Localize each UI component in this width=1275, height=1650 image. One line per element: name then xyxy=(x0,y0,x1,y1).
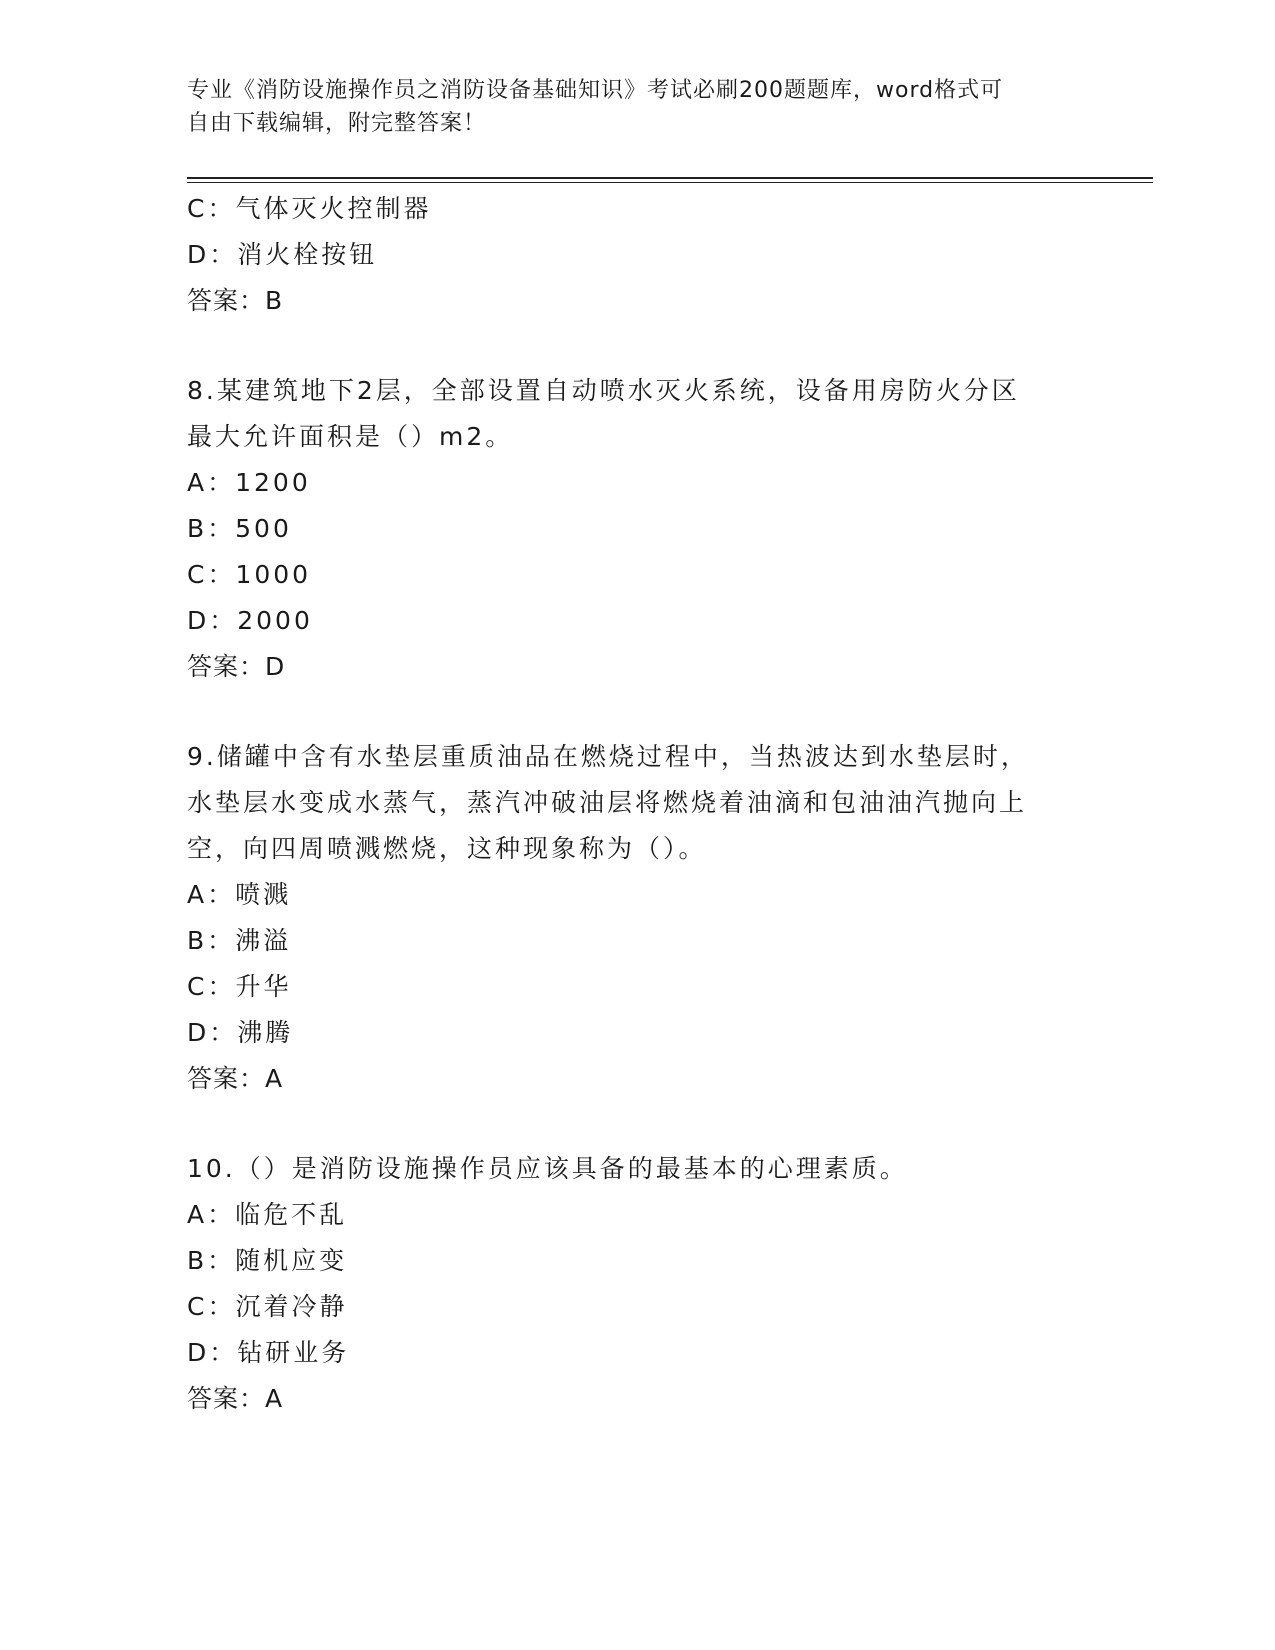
answer: 答案：A xyxy=(187,1064,284,1093)
option-a: A：临危不乱 xyxy=(187,1200,348,1229)
header-divider-thin xyxy=(187,182,1153,183)
option-c: C：沉着冷静 xyxy=(187,1292,348,1321)
question-stem-line: 水垫层水变成水蒸气，蒸汽冲破油层将燃烧着油滴和包油油汽抛向上 xyxy=(187,788,1028,817)
option-c: C：1000 xyxy=(187,560,312,589)
question-10 xyxy=(187,1146,1147,1422)
option-c: C：气体灭火控制器 xyxy=(187,194,432,223)
header-line-1: 专业《消防设施操作员之消防设备基础知识》考试必刷200题题库，word格式可 xyxy=(187,78,1004,103)
header-divider-thick xyxy=(187,177,1153,179)
question-8 xyxy=(187,368,1147,690)
option-b: B：500 xyxy=(187,514,292,543)
option-d: D：钻研业务 xyxy=(187,1338,350,1367)
question-7 xyxy=(187,186,1147,324)
option-b: B：沸溢 xyxy=(187,926,292,955)
option-d: D：2000 xyxy=(187,606,313,635)
answer: 答案：B xyxy=(187,286,284,315)
answer: 答案：D xyxy=(187,652,286,681)
option-d: D：消火栓按钮 xyxy=(187,240,378,269)
question-9 xyxy=(187,734,1147,1102)
option-d: D：沸腾 xyxy=(187,1018,294,1047)
question-stem-line: 8.某建筑地下2层，全部设置自动喷水灭火系统，设备用房防火分区 xyxy=(187,376,1020,405)
option-c: C：升华 xyxy=(187,972,292,1001)
document-header xyxy=(187,74,1067,140)
option-a: A：喷溅 xyxy=(187,880,292,909)
question-stem-line: 空，向四周喷溅燃烧，这种现象称为（）。 xyxy=(187,834,707,863)
question-stem-line: 最大允许面积是（）m2。 xyxy=(187,422,514,451)
header-line-2: 自由下载编辑，附完整答案！ xyxy=(187,111,487,136)
answer: 答案：A xyxy=(187,1384,284,1413)
question-stem-line: 9.储罐中含有水垫层重质油品在燃烧过程中，当热波达到水垫层时， xyxy=(187,742,1029,771)
option-a: A：1200 xyxy=(187,468,311,497)
question-stem-line: 10.（）是消防设施操作员应该具备的最基本的心理素质。 xyxy=(187,1154,908,1183)
question-list xyxy=(187,186,1147,1422)
option-b: B：随机应变 xyxy=(187,1246,348,1275)
